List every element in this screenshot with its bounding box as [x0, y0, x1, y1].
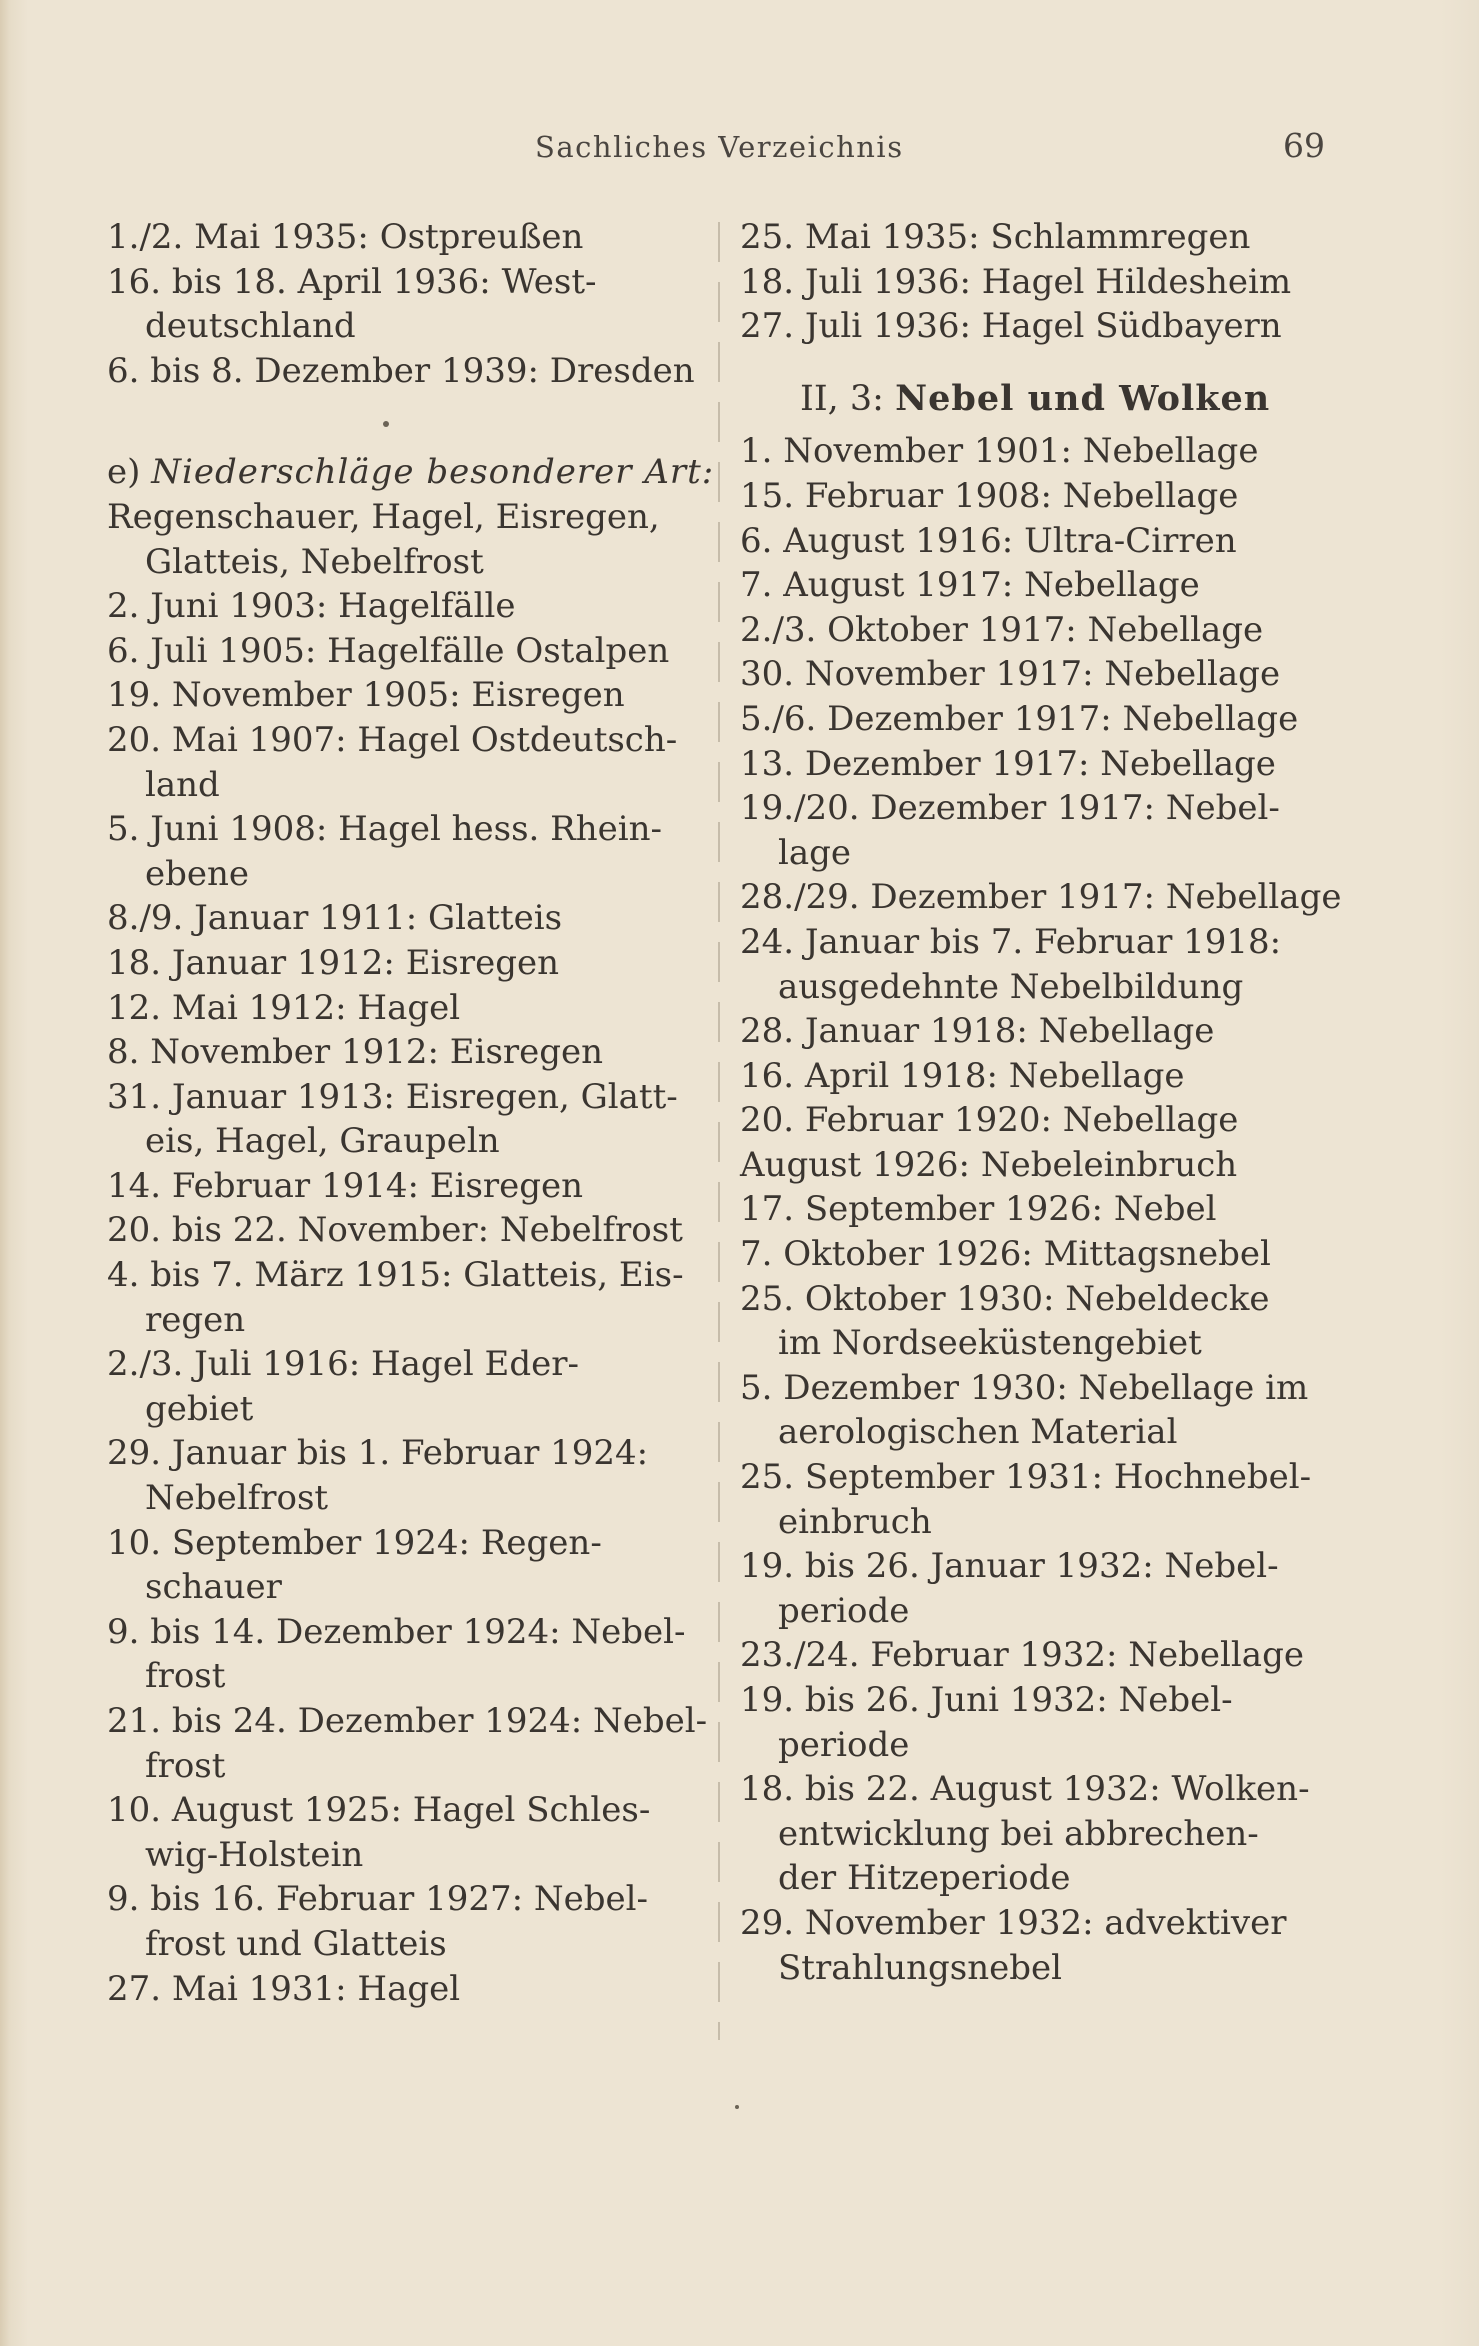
section-e-title: Niederschläge besonderer Art: [151, 452, 715, 493]
index-entry: 13. Dezember 1917: Nebellage [740, 743, 1276, 784]
index-entry-continuation: wig-Holstein [145, 1834, 364, 1875]
index-entry: 6. August 1916: Ultra-Cirren [740, 520, 1237, 561]
index-entry-continuation: der Hitzeperiode [778, 1858, 1071, 1899]
index-entry: 6. bis 8. Dezember 1939: Dresden [107, 350, 695, 391]
index-entry: 7. Oktober 1926: Mittagsnebel [740, 1234, 1271, 1275]
index-entry: 5./6. Dezember 1917: Nebellage [740, 698, 1299, 739]
index-entry: 18. Januar 1912: Eisregen [107, 942, 559, 983]
index-entry: 10. August 1925: Hagel Schles- [107, 1790, 651, 1831]
section-title: Nebel und Wolken [895, 377, 1271, 419]
page-header [0, 126, 1479, 170]
index-entry-continuation: frost [145, 1745, 226, 1786]
spacer [107, 393, 687, 436]
index-entry: 12. Mai 1912: Hagel [107, 987, 461, 1028]
index-entry: 18. Juli 1936: Hagel Hildesheim [740, 261, 1292, 302]
left-block-1 [107, 215, 695, 393]
index-entry: 25. Mai 1935: Schlammregen [740, 217, 1251, 257]
index-entry: 31. Januar 1913: Eisregen, Glatt- [107, 1076, 678, 1117]
index-entry: 21. bis 24. Dezember 1924: Nebel- [107, 1701, 708, 1741]
section-e-intro: Regenschauer, Hagel, Eisregen, [107, 496, 660, 537]
index-entry: August 1926: Nebeleinbruch [740, 1144, 1238, 1185]
index-entry-continuation: periode [778, 1590, 910, 1631]
index-entry-continuation: im Nordseeküstengebiet [778, 1323, 1202, 1364]
index-entry-continuation: ausgedehnte Nebelbildung [778, 966, 1244, 1007]
index-entry-continuation: entwicklung bei abbrechen- [778, 1813, 1259, 1854]
index-entry: 29. Januar bis 1. Februar 1924: [107, 1433, 649, 1474]
index-entry: 1./2. Mai 1935: Ostpreußen [107, 217, 584, 257]
index-entry: 28./29. Dezember 1917: Nebellage [740, 877, 1342, 918]
right-column [740, 215, 1342, 1990]
index-entry: 19. November 1905: Eisregen [107, 675, 625, 716]
index-entry: 6. Juli 1905: Hagelfälle Ostalpen [107, 630, 670, 671]
index-entry-continuation: periode [778, 1724, 910, 1765]
section-prefix: II, 3: [800, 378, 884, 419]
index-entry-continuation: Strahlungsnebel [778, 1947, 1063, 1988]
print-speck [383, 421, 389, 427]
index-entry: 1. November 1901: Nebellage [740, 431, 1259, 472]
index-entry: 4. bis 7. März 1915: Glatteis, Eis- [107, 1255, 684, 1296]
left-entry-list [107, 584, 708, 2011]
section-e-heading [107, 450, 715, 495]
column-divider [718, 222, 720, 2040]
index-entry-continuation: regen [145, 1299, 246, 1340]
index-entry: 10. September 1924: Regen- [107, 1522, 602, 1563]
section-e-label: e) [107, 452, 141, 493]
index-entry: 16. bis 18. April 1936: West- [107, 261, 597, 302]
right-entry-list [740, 429, 1342, 1990]
section-e-intro: Glatteis, Nebelfrost [145, 541, 484, 582]
running-title: Sachliches Verzeichnis [535, 130, 904, 164]
index-entry: 5. Dezember 1930: Nebellage im [740, 1367, 1309, 1408]
index-entry: 2./3. Oktober 1917: Nebellage [740, 609, 1264, 650]
index-entry-continuation: land [145, 764, 220, 805]
index-entry-continuation: frost und Glatteis [145, 1923, 447, 1964]
index-entry-continuation: Nebelfrost [145, 1478, 329, 1519]
index-entry-continuation: lage [778, 832, 852, 873]
index-entry: 5. Juni 1908: Hagel hess. Rhein- [107, 809, 663, 850]
index-entry: 20. bis 22. November: Nebelfrost [107, 1210, 683, 1251]
page-number: 69 [1283, 126, 1325, 165]
index-entry-continuation: frost [145, 1656, 226, 1697]
index-entry-continuation: aerologischen Material [778, 1412, 1178, 1453]
index-entry: 20. Februar 1920: Nebellage [740, 1100, 1239, 1141]
index-entry: 19. bis 26. Juni 1932: Nebel- [740, 1680, 1233, 1720]
index-entry: 23./24. Februar 1932: Nebellage [740, 1635, 1304, 1676]
index-entry-continuation: einbruch [778, 1501, 932, 1542]
index-entry: 18. bis 22. August 1932: Wolken- [740, 1769, 1310, 1810]
print-speck [735, 2105, 739, 2109]
index-entry: 17. September 1926: Nebel [740, 1189, 1217, 1230]
index-entry: 19. bis 26. Januar 1932: Nebel- [740, 1546, 1279, 1587]
index-entry: 19./20. Dezember 1917: Nebel- [740, 788, 1280, 829]
index-entry: 7. August 1917: Nebellage [740, 565, 1200, 606]
index-entry: 30. November 1917: Nebellage [740, 654, 1281, 695]
index-entry: 9. bis 14. Dezember 1924: Nebel- [107, 1611, 686, 1652]
index-entry-continuation: deutschland [145, 306, 356, 347]
index-entry: 14. Februar 1914: Eisregen [107, 1165, 584, 1206]
index-entry: 25. September 1931: Hochnebel- [740, 1457, 1312, 1498]
index-entry: 24. Januar bis 7. Februar 1918: [740, 921, 1282, 962]
index-entry-continuation: ebene [145, 853, 250, 894]
index-entry: 27. Juli 1936: Hagel Südbayern [740, 306, 1282, 347]
index-entry: 28. Januar 1918: Nebellage [740, 1011, 1215, 1052]
index-entry: 29. November 1932: advektiver [740, 1902, 1287, 1943]
index-entry: 8. November 1912: Eisregen [107, 1032, 604, 1073]
section-heading [740, 377, 1330, 422]
index-entry: 27. Mai 1931: Hagel [107, 1968, 461, 2009]
index-entry-continuation: gebiet [145, 1388, 254, 1429]
index-entry: 8./9. Januar 1911: Glatteis [107, 898, 563, 939]
left-column [107, 215, 715, 2011]
index-entry: 2./3. Juli 1916: Hagel Eder- [107, 1344, 579, 1385]
index-entry: 16. April 1918: Nebellage [740, 1055, 1185, 1096]
index-entry: 20. Mai 1907: Hagel Ostdeutsch- [107, 719, 678, 760]
index-entry: 2. Juni 1903: Hagelfälle [107, 586, 516, 627]
index-entry: 25. Oktober 1930: Nebeldecke [740, 1278, 1270, 1319]
right-block-1 [740, 215, 1330, 349]
index-entry-continuation: eis, Hagel, Graupeln [145, 1121, 500, 1162]
index-entry-continuation: schauer [145, 1567, 282, 1608]
index-entry: 15. Februar 1908: Nebellage [740, 475, 1239, 516]
index-entry: 9. bis 16. Februar 1927: Nebel- [107, 1879, 649, 1920]
